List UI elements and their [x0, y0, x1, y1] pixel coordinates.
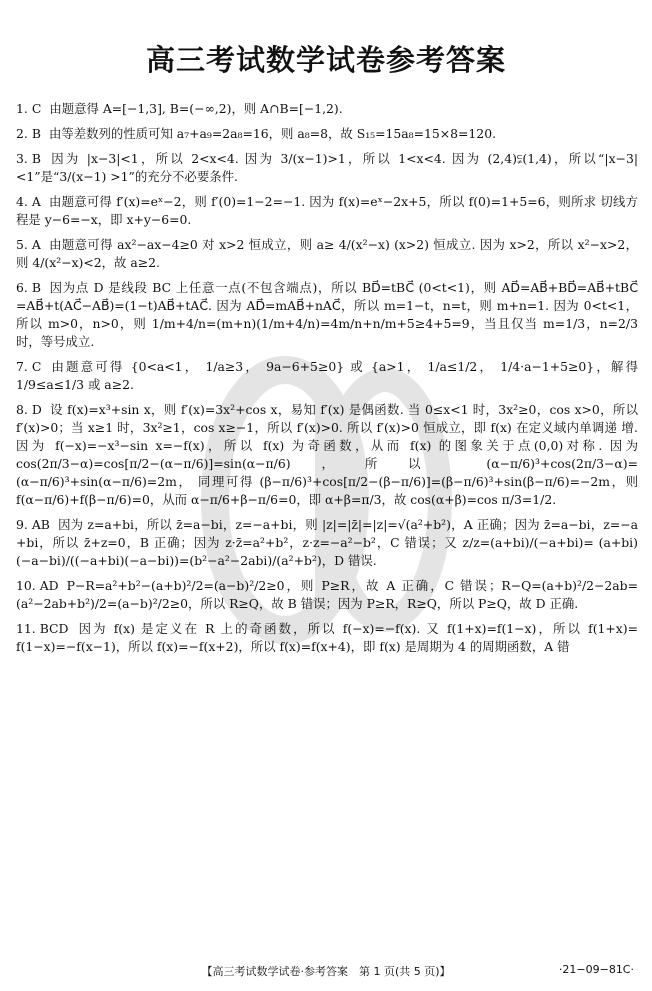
- answer-choice: AD: [39, 578, 59, 593]
- answer-item: [16, 577, 638, 613]
- question-number: 4.: [16, 194, 28, 209]
- answer-item: [16, 193, 638, 229]
- solution-text: f(1−x)=−f(x−1)，所以 f(x)=−f(x+2)，所以 f(x)=f(x+4)，即 f(x) 是周期为 4 的周期函数，A 错: [16, 639, 570, 654]
- document-title: 高三考试数学试卷参考答案: [145, 43, 506, 77]
- solution-text: f′(x)>0；当 x≥1 时，3x²≥1，cos x≥−1，所以 f′(x)>0. 所以 f′(x)>0 恒成立，即 f(x) 在定义域内单调递: [16, 420, 618, 435]
- solution-text: α−π/6+β−π/6=0，即 α+β=π/3，故 cos(α+β)=cos π/3=1/2.: [190, 492, 557, 507]
- question-number: 7.: [16, 359, 28, 374]
- question-number: 10.: [16, 578, 36, 593]
- solution-text: 由题意可得 {0<a<1， 1/a≥3， 9a−6+5≥0} 或 {a>1， 1/a≤1/2， 1/4·a−1+5≥0}，解得 1/9≤a≤1/3 或 a≥2.: [16, 359, 638, 392]
- solution-text: 0<t<1，所以 m>0，n>0，则 1/m+4/n=(m+n)(1/m+4/n)=4m/n+n/m+5≥4+5=9，当且仅当 m=1/3，n=2/3: [16, 298, 638, 331]
- solution-text: 时，等号成立.: [16, 334, 95, 349]
- answer-choice: B: [31, 126, 41, 141]
- answer-choice: B: [31, 280, 41, 295]
- solution-text: 因为点 D 是线段 BC 上任意一点(不包含端点)，所以 BD⃗=tBC⃗ (0<t<1)，则 AD⃗=AB⃗+BD⃗=AB⃗+tBC⃗: [48, 280, 638, 295]
- question-number: 6.: [16, 280, 28, 295]
- solution-text: 由题意可得 ax²−ax−4≥0 对 x>2 恒成立，则 a≥ 4/(x²−x) (x>2) 恒成立. 因为 x>2，所以 x²−x>2，则: [16, 237, 638, 270]
- question-number: 11.: [16, 621, 36, 636]
- answer-item: [16, 358, 638, 394]
- footer-code: ·21−09−81C·: [558, 963, 634, 976]
- solution-text: 由题意可得 f′(x)=eˣ−2，则 f′(0)=1−2=−1. 因为 f(x)=eˣ−2x+5，所以 f(0)=1+5=6，则所求: [48, 194, 597, 209]
- solution-text: (a+bi)(−a−bi)/((−a+bi)(−a−bi))=(b²−a²−2abi)/(a²+b²)，D 错误.: [16, 535, 638, 568]
- solution-text: 因为 f(x) 是定义在 R 上的奇函数，所以 f(−x)=−f(x). 又 f(1+x)=f(1−x)，所以 f(1+x)=: [76, 621, 638, 636]
- solution-text: 由等差数列的性质可知 a₇+a₉=2a₈=16，则 a₈=8，故 S₁₅=15a₈=15×8=120.: [48, 126, 497, 141]
- solution-text: 设 f(x)=x³+sin x，则 f′(x)=3x²+cos x，易知 f′(x) 是偶函数. 当 0≤x<1 时，3x²≥0，cos x>0，所以: [49, 402, 638, 417]
- solution-text: 增. 因为 f(−x)=−x³−sin x=−f(x)，所以 f(x) 为奇函数，从而 f(x) 的图象关于点(0,0)对称. 因为: [16, 420, 638, 453]
- answer-item: [16, 125, 638, 143]
- answer-list: [16, 100, 638, 663]
- question-number: 1.: [16, 101, 28, 116]
- answer-item: [16, 236, 638, 272]
- solution-text: 由题意得 A=[−1,3], B=(−∞,2)，则 A∩B=[−1,2).: [49, 101, 343, 116]
- solution-text: 切线方程是 y−6=−x，即 x+y−6=0.: [16, 194, 638, 227]
- answer-choice: B: [31, 151, 41, 166]
- solution-text: (a²−2ab+b²)/2=(a−b)²/2≥0，所以 R≥Q，故 B 错误；因为 P≥R，R≥Q，所以 P≥Q，故 D 正确.: [16, 596, 579, 611]
- solution-text: =AB⃗+t(AC⃗−AB⃗)=(1−t)AB⃗+tAC⃗. 因为 AD⃗=mAB⃗+nAC⃗，所以 m=1−t，n=t，则 m+n=1. 因为: [16, 298, 580, 313]
- question-number: 2.: [16, 126, 28, 141]
- solution-text: >1”的充分不必要条件.: [110, 169, 238, 184]
- answer-choice: C: [31, 359, 42, 374]
- solution-text: 因为 |x−3|<1，所以 2<x<4. 因为 3/(x−1)>1，所以 1<x<4. 因为 (2,4)⫋(1,4)，所以“|x−3|<1”是“3/(x−1): [16, 151, 638, 184]
- answer-choice: D: [31, 402, 42, 417]
- question-number: 3.: [16, 151, 28, 166]
- answer-item: [16, 401, 638, 509]
- solution-text: 因为 z=a+bi，所以 z̄=a−bi，z=−a+bi，则 |z|=|z̄|=|z|=√(a²+b²)，A 正确；因为 z̄=a−bi，z=−a: [57, 517, 638, 532]
- answer-choice: AB: [31, 517, 50, 532]
- question-number: 5.: [16, 237, 28, 252]
- answer-item: [16, 279, 638, 351]
- footer-page-info: 【高三考试数学试卷·参考答案 第 1 页(共 5 页)】: [201, 965, 451, 978]
- solution-text: 4/(x²−x)<2，故 a≥2.: [32, 255, 160, 270]
- solution-text: 同理可得 (β−π/6)³+cos[π/2−(β−π/6)]=(β−π/6)³+sin(β−π/6)=−2m，则 f(α−π/6)+f(β−π/6)=0，从而: [16, 474, 638, 507]
- answer-choice: A: [31, 237, 41, 252]
- answer-choice: BCD: [39, 621, 69, 636]
- answer-choice: C: [31, 101, 42, 116]
- answer-item: [16, 620, 638, 656]
- answer-item: [16, 100, 638, 118]
- question-number: 9.: [16, 517, 28, 532]
- solution-text: P−R=a²+b²−(a+b)²/2=(a−b)²/2≥0，则 P≥R，故 A 正确，C 错误；R−Q=(a+b)²/2−2ab=: [66, 578, 638, 593]
- answer-choice: A: [31, 194, 41, 209]
- solution-text: cos(2π/3−α)=cos[π/2−(α−π/6)]=sin(α−π/6)，所以 (α−π/6)³+cos(2π/3−α)=(α−π/6)³+sin(α−π/6)=2m，: [16, 456, 638, 489]
- question-number: 8.: [16, 402, 28, 417]
- answer-item: [16, 150, 638, 186]
- solution-text: +bi，所以 z̄+z=0，B 正确；因为 z·z̄=a²+b²，z·z=−a²−b²，C 错误；又 z/z=(a+bi)/(−a+bi)=: [16, 535, 594, 550]
- answer-item: [16, 516, 638, 570]
